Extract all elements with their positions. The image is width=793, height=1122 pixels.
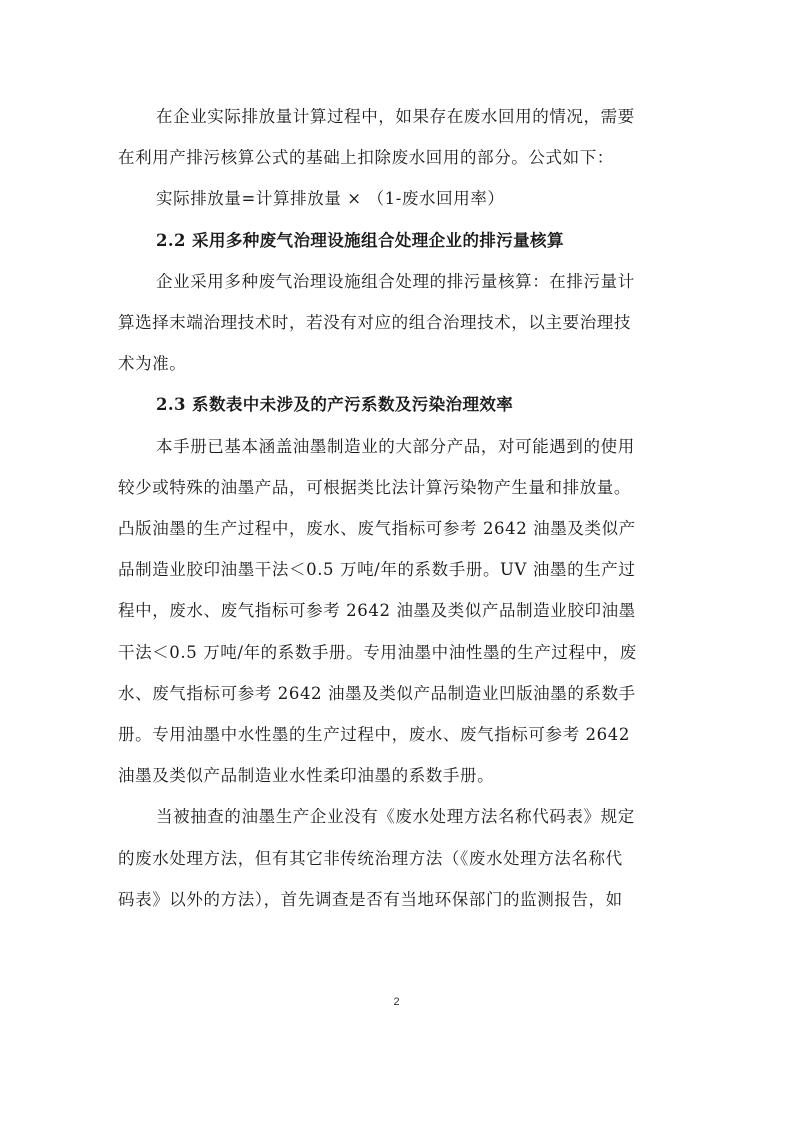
paragraph <box>118 426 678 797</box>
text-line: 码表》以外的方法），首先调查是否有当地环保部门的监测报告，如 <box>118 889 623 909</box>
page-number: 2 <box>393 996 400 1008</box>
text-line: 程中，废水、废气指标可参考 2642 油墨及类似产品制造业胶印油墨 <box>118 601 636 621</box>
section-heading <box>118 384 678 425</box>
text-line: 品制造业胶印油墨干法＜0.5 万吨/年的系数手册。UV 油墨的生产过 <box>118 560 636 580</box>
paragraph <box>118 96 678 178</box>
paragraph <box>118 796 678 920</box>
formula-line <box>118 178 678 219</box>
text-line: 实际排放量=计算排放量 × （1-废水回用率） <box>156 189 505 209</box>
text-line: 术为准。 <box>118 354 187 374</box>
text-line: 当被抽查的油墨生产企业没有《废水处理方法名称代码表》规定 <box>156 807 635 827</box>
text-line: 凸版油墨的生产过程中，废水、废气指标可参考 2642 油墨及类似产 <box>118 519 636 539</box>
text-line: 在企业实际排放量计算过程中，如果存在废水回用的情况，需要 <box>156 107 635 126</box>
heading-text: 2.2 采用多种废气治理设施组合处理企业的排污量核算 <box>156 230 564 250</box>
text-line: 企业采用多种废气治理设施组合处理的排污量核算：在排污量计 <box>156 271 635 291</box>
text-line: 册。专用油墨中水性墨的生产过程中，废水、废气指标可参考 2642 <box>118 725 630 745</box>
text-line: 较少或特殊的油墨产品，可根据类比法计算污染物产生量和排放量。 <box>118 477 631 497</box>
text-line: 水、废气指标可参考 2642 油墨及类似产品制造业凹版油墨的系数手 <box>118 683 636 703</box>
text-line: 干法＜0.5 万吨/年的系数手册。专用油墨中油性墨的生产过程中，废 <box>118 642 637 662</box>
text-line: 的废水处理方法，但有其它非传统治理方法（《废水处理方法名称代 <box>118 848 623 868</box>
section-heading <box>118 220 678 261</box>
heading-text: 2.3 系数表中未涉及的产污系数及污染治理效率 <box>156 395 514 415</box>
text-line: 油墨及类似产品制造业水性柔印油墨的系数手册。 <box>118 766 495 786</box>
text-line: 算选择末端治理技术时，若没有对应的组合治理技术，以主要治理技 <box>118 313 631 333</box>
body-text <box>118 96 678 920</box>
text-line: 本手册已基本涵盖油墨制造业的大部分产品，对可能遇到的使用 <box>156 436 635 456</box>
paragraph <box>118 261 678 385</box>
text-line: 在利用产排污核算公式的基础上扣除废水回用的部分。公式如下： <box>118 148 614 168</box>
